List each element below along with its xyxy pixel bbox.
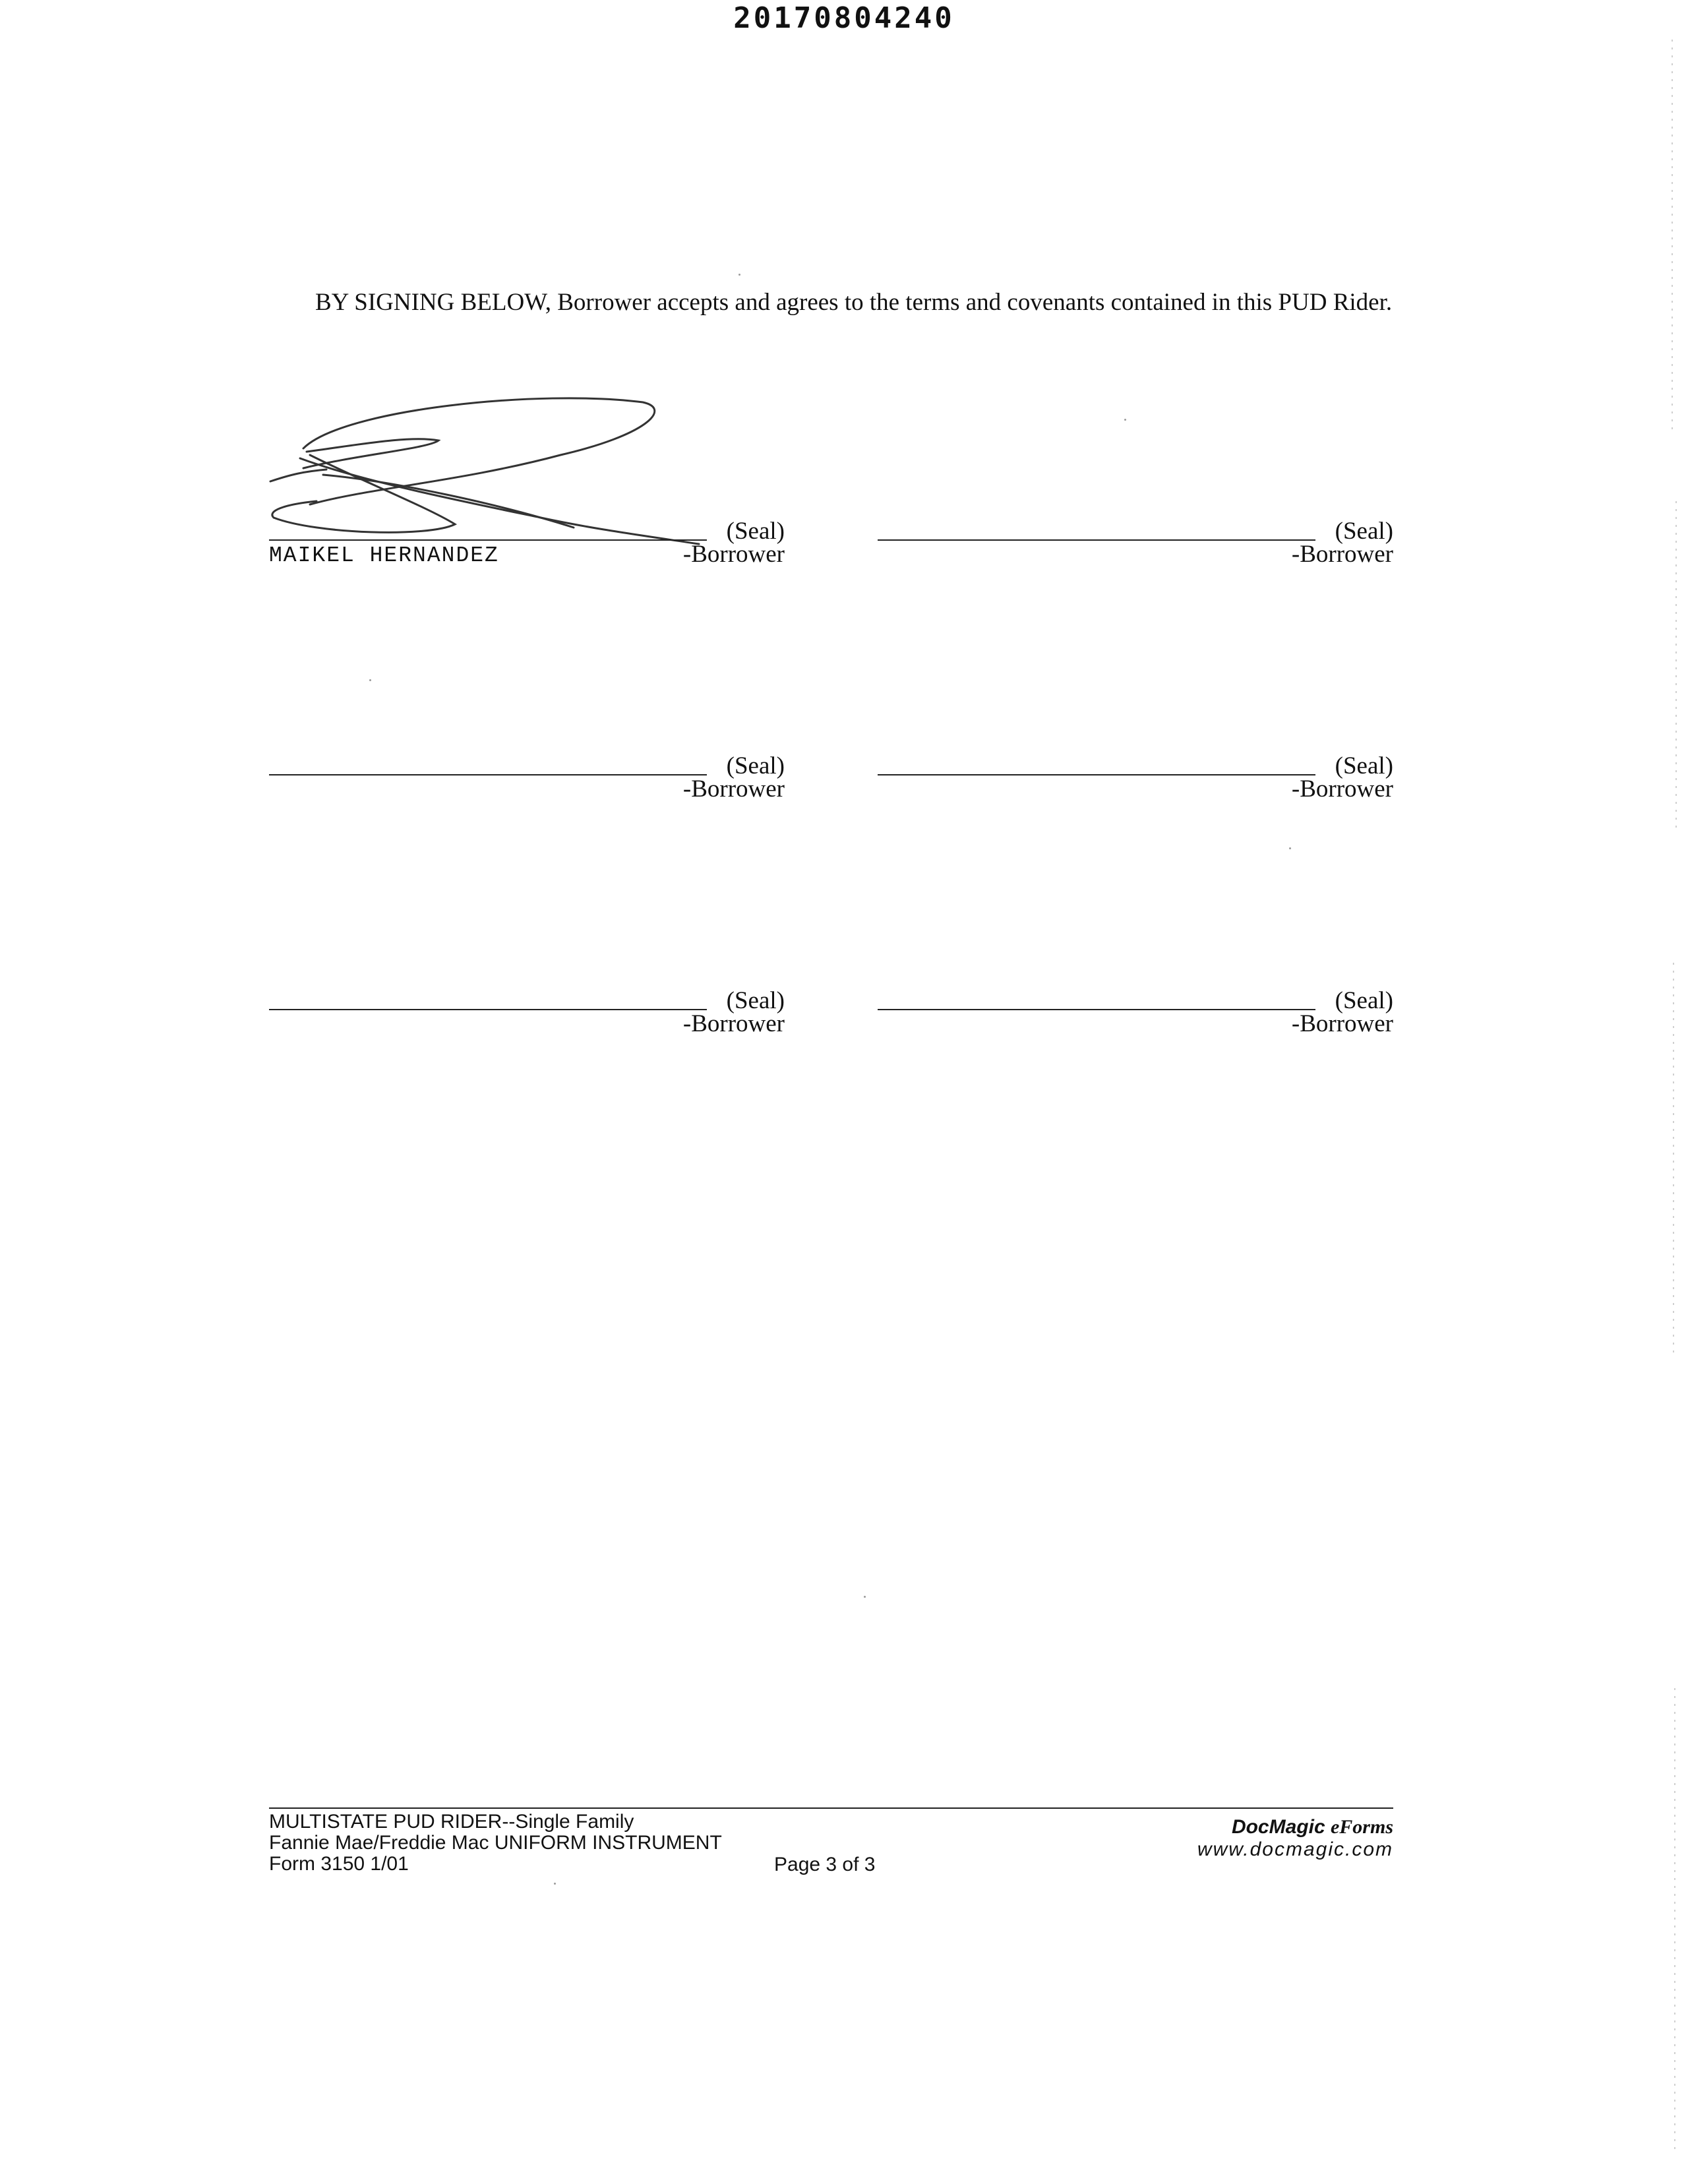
- scan-speck: [1124, 419, 1126, 421]
- signature-block-4: [878, 752, 1393, 818]
- signature-line: [269, 1009, 707, 1010]
- borrower-label: -Borrower: [1291, 775, 1393, 803]
- signature-line: [878, 1009, 1315, 1010]
- vendor-website: www.docmagic.com: [1197, 1838, 1393, 1860]
- borrower-label: -Borrower: [682, 541, 785, 568]
- page-number: Page 3 of 3: [774, 1854, 876, 1875]
- seal-label: (Seal): [1335, 987, 1393, 1014]
- borrower-label: -Borrower: [682, 775, 785, 803]
- vendor-branding: [1197, 1816, 1393, 1861]
- vendor-product: eForms: [1330, 1816, 1393, 1838]
- scan-edge-marks: [1668, 40, 1681, 2150]
- scan-speck: [554, 1883, 556, 1885]
- instrument-name: Fannie Mae/Freddie Mac UNIFORM INSTRUMENT: [269, 1832, 722, 1854]
- signature-block-6: [878, 986, 1393, 1052]
- borrower-label: -Borrower: [1291, 1010, 1393, 1037]
- form-number: Form 3150 1/01: [269, 1853, 409, 1875]
- footer-divider: [269, 1807, 1393, 1809]
- footer-form-info: [269, 1811, 722, 1875]
- signature-line: [878, 539, 1315, 541]
- vendor-logo: [1197, 1816, 1393, 1838]
- scan-speck: [738, 274, 740, 276]
- form-title: MULTISTATE PUD RIDER--Single Family: [269, 1811, 634, 1833]
- seal-label: (Seal): [726, 518, 785, 545]
- seal-label: (Seal): [1335, 518, 1393, 545]
- signature-line: [269, 539, 707, 541]
- seal-label: (Seal): [1335, 752, 1393, 779]
- recording-number: 20170804240: [733, 1, 955, 35]
- seal-label: (Seal): [726, 752, 785, 779]
- signature-line: [269, 774, 707, 775]
- scan-speck: [864, 1596, 866, 1598]
- borrower-label: -Borrower: [1291, 541, 1393, 568]
- signature-block-5: [269, 986, 785, 1052]
- borrower-printed-name: MAIKEL HERNANDEZ: [269, 543, 499, 568]
- signature-block-1: [269, 517, 785, 583]
- signature-line: [878, 774, 1315, 775]
- vendor-name: DocMagic: [1231, 1816, 1325, 1838]
- signature-block-3: [269, 752, 785, 818]
- borrower-label: -Borrower: [682, 1010, 785, 1037]
- seal-label: (Seal): [726, 987, 785, 1014]
- scan-speck: [369, 679, 371, 681]
- intro-paragraph: BY SIGNING BELOW, Borrower accepts and agrees to the terms and covenants contained in this PUD Rider.: [315, 289, 1393, 316]
- scan-speck: [1289, 847, 1291, 849]
- signature-block-2: [878, 517, 1393, 583]
